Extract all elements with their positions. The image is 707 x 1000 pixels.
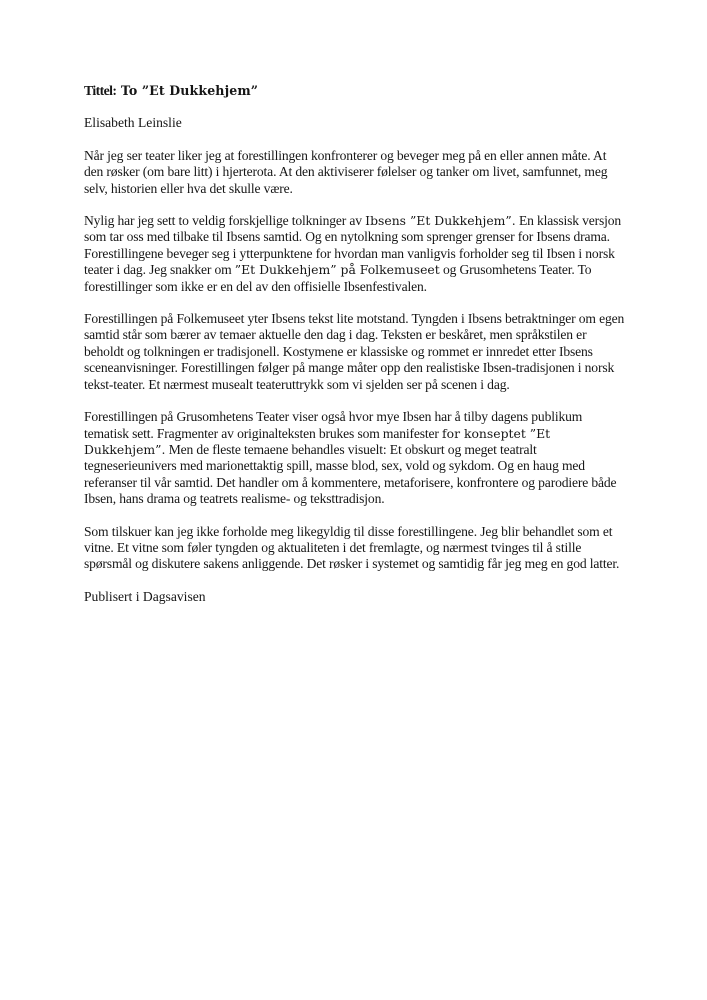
paragraph (84, 213, 625, 295)
text-segment: og Grusomhetens Teater. To forestillinger som ikke er en del av den offisielle Ibsenfestivalen. (84, 262, 592, 294)
paragraph (84, 311, 625, 393)
paragraph (84, 524, 625, 573)
paragraph (84, 148, 625, 197)
title-text: To ”Et Dukkehjem” (116, 83, 259, 98)
text-segment: Men de fleste temaene behandles visuelt: Et obskurt og meget teatralt tegneserieunivers med marionettaktig spill, masse blod, sex, vold og sykdom. Og en haug med referanser til vår samtid. Det handler om å kommentere, metaforisere, konfrontere og parodiere både Ibsen, hans drama og teatrets realisme- og teksttradisjon. (84, 441, 617, 507)
document-title (84, 83, 625, 99)
text-segment: Når jeg ser teater liker jeg at forestillingen konfronterer og beveger meg på en eller annen måte. At den røsker (om bare litt) i hjerterota. At den aktiviserer følelser og tanker om livet, samfunnet, meg selv, historien eller hva det skulle være. (84, 147, 608, 196)
text-segment: Nylig har jeg sett to veldig forskjellige tolkninger av (84, 213, 366, 229)
text-segment: Forestillingen på Grusomhetens Teater viser også hvor mye Ibsen har å tilby dagens publikum tematisk sett. Fragmenter av originalteksten brukes som manifester (84, 409, 583, 441)
publication-note: Publisert i Dagsavisen (84, 588, 206, 604)
document-content (84, 83, 625, 605)
text-segment: Ibsens ”Et Dukkehjem”. (365, 213, 516, 229)
paragraph (84, 409, 625, 507)
paragraphs (84, 148, 625, 573)
text-segment: Forestillingen på Folkemuseet yter Ibsens tekst lite motstand. Tyngden i Ibsens betraktninger om egen samtid står som bærer av temaer aktuelle den dag i dag. Teksten er beskåret, men språkstilen er beholdt og tolkningen er tradisjonell. Kostymene er klassiske og rommet er innredet etter Ibsens sceneanvisninger. Forestillingen følger på mange måter opp den realistiske Ibsen-tradisjonen i norsk tekst-teater. Et nærmest musealt teateruttrykk som vi sjelden ser på scenen i dag. (84, 311, 625, 392)
text-segment: for konseptet ”Et Dukkehjem”. (84, 425, 551, 457)
title-label: Tittel: (84, 83, 117, 98)
text-segment: Som tilskuer kan jeg ikke forholde meg likegyldig til disse forestillingene. Jeg blir behandlet som et vitne. Et vitne som føler tyngden og aktualiteten i det fremlagte, og nærmest tvinges til å stille spørsmål og diskutere sakens anliggende. Det røsker i systemet og samtidig får jeg meg en god latter. (84, 523, 620, 572)
text-segment: ”Et Dukkehjem” på Folkemuseet (234, 262, 440, 278)
text-segment: En klassisk versjon som tar oss med tilbake til Ibsens samtid. Og en nytolkning som sprenger grenser for Ibsens drama. Forestillingene beveger seg i ytterpunktene for hvordan man vanligvis forholder seg til Ibsen i norsk teater i dag. Jeg snakker om (84, 213, 622, 278)
author-name: Elisabeth Leinslie (84, 115, 182, 131)
